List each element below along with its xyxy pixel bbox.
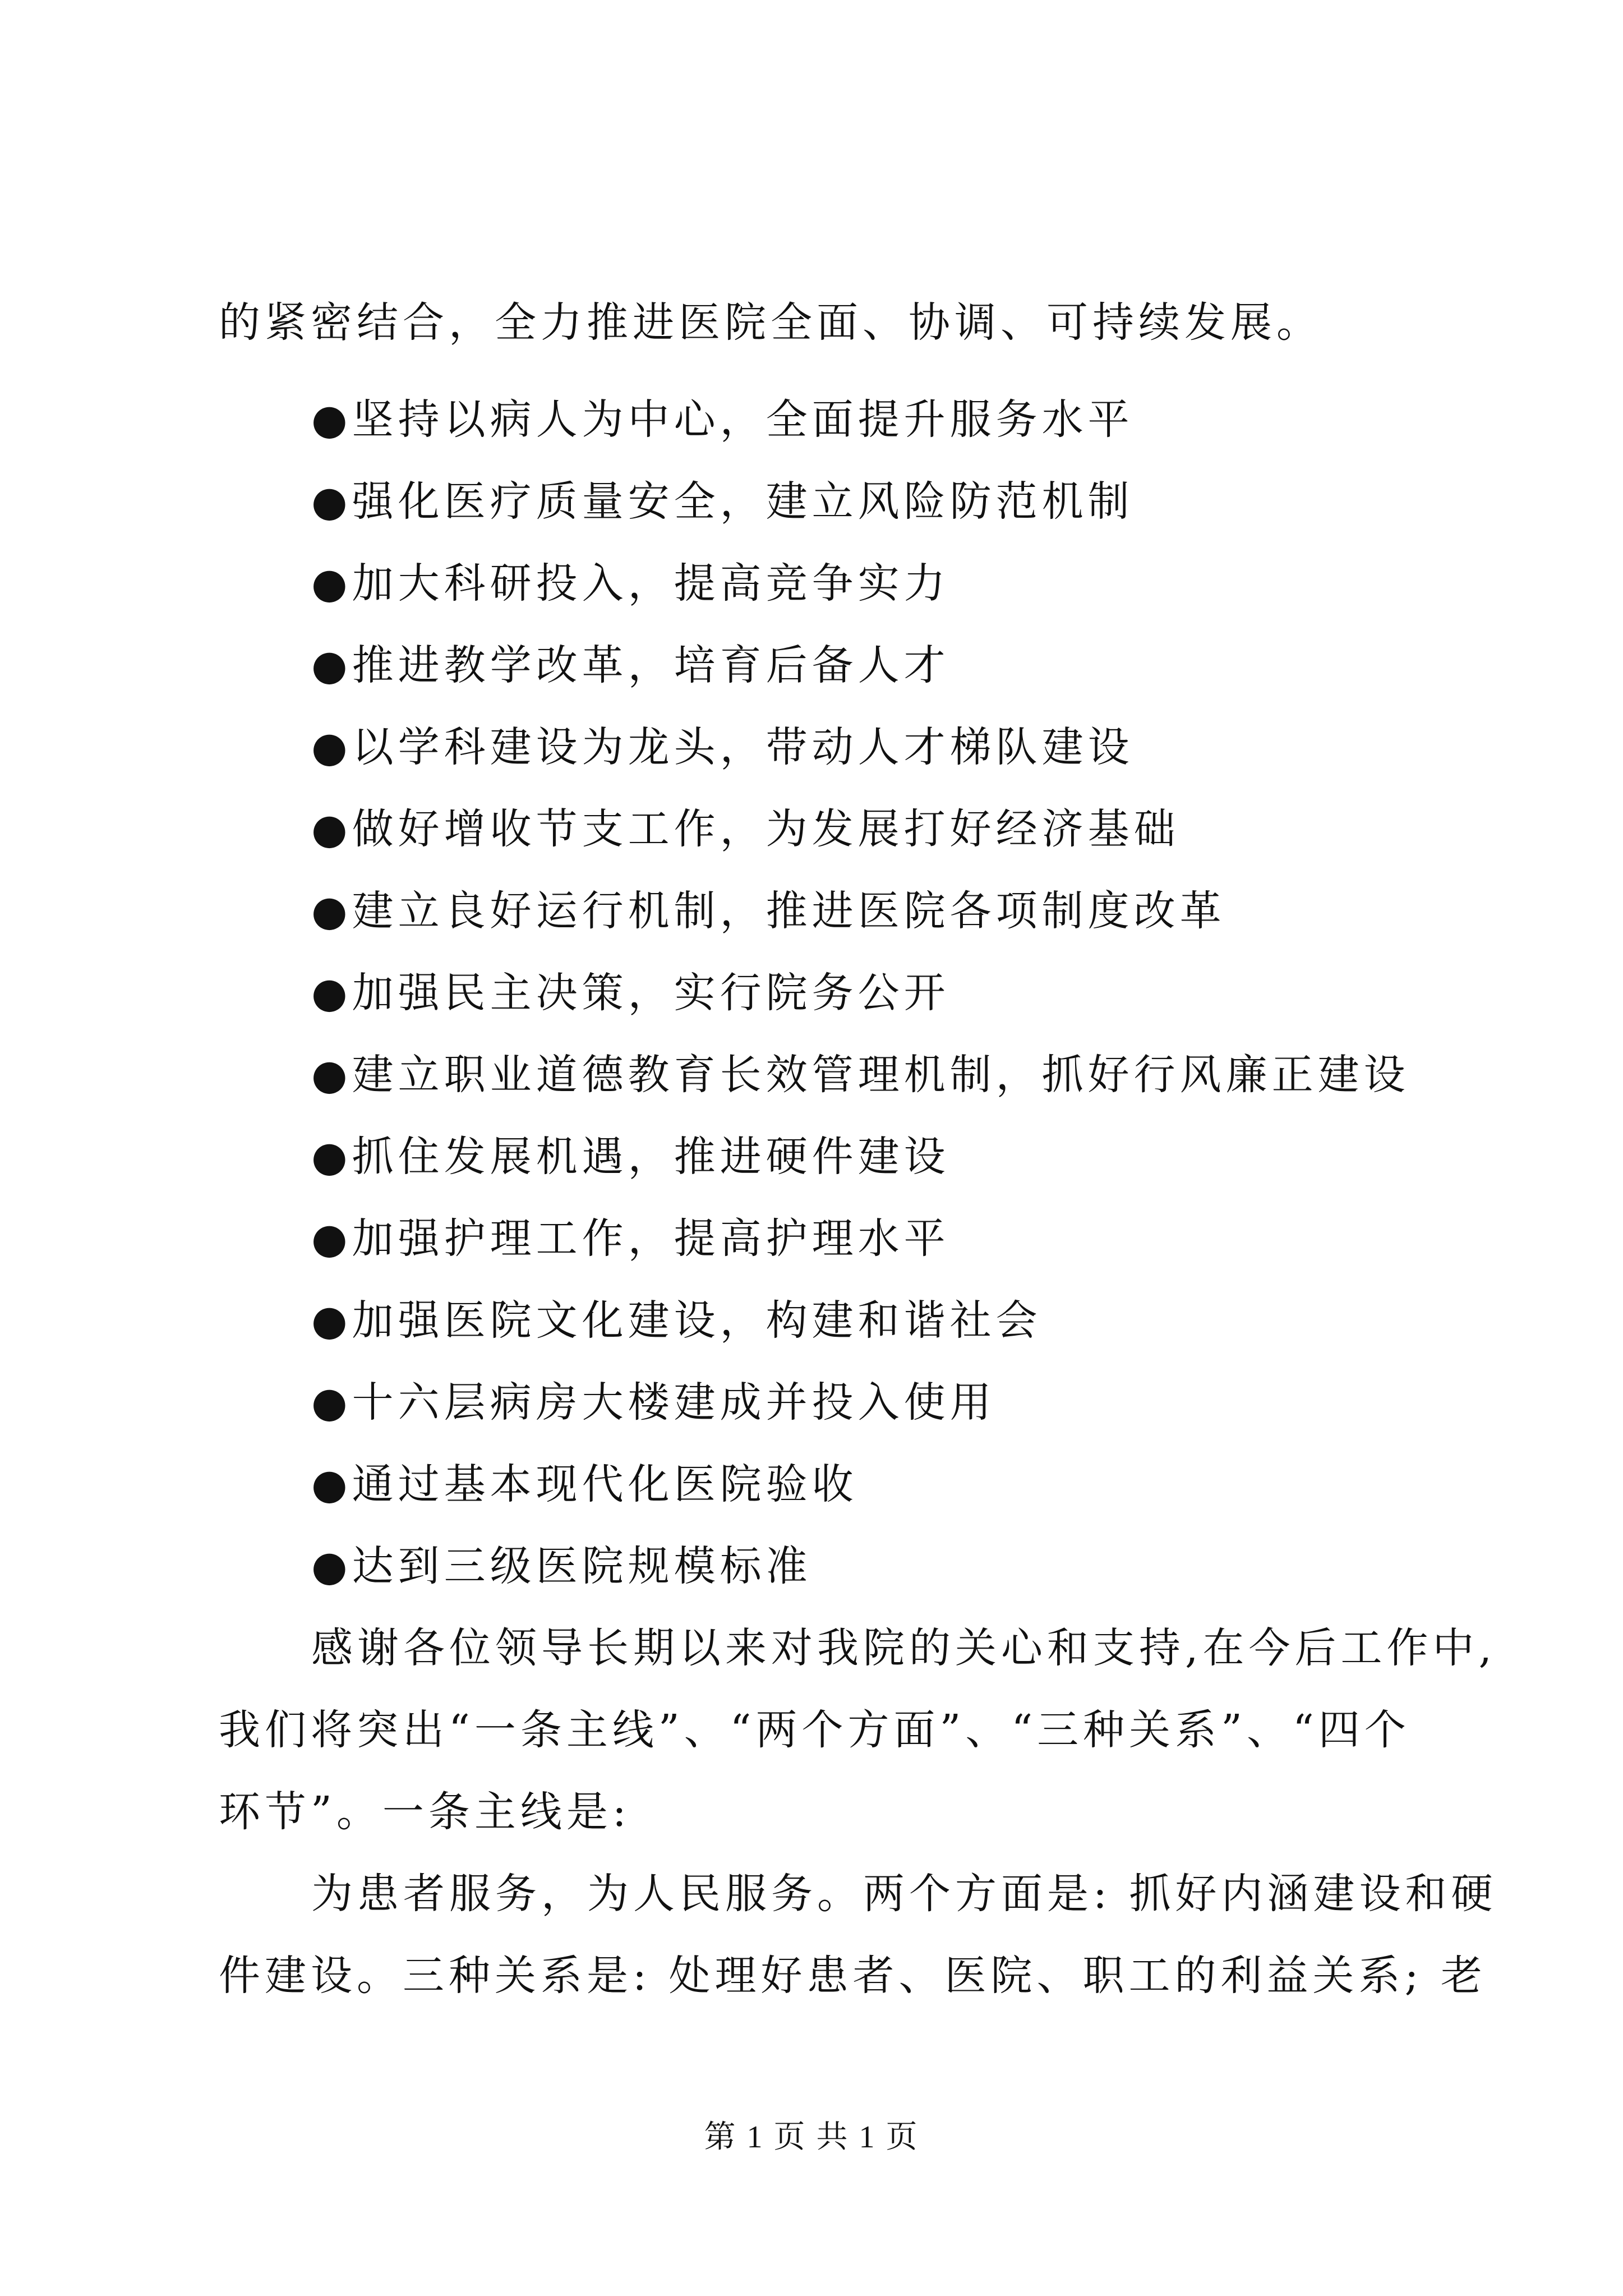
bullet-text: ●建立职业道德教育长效管理机制，抓好行风廉正建设 — [311, 1051, 1410, 1099]
bullet-text: ●建立良好运行机制，推进医院各项制度改革 — [311, 887, 1226, 935]
bullet-text: ●达到三级医院规模标准 — [311, 1542, 812, 1590]
bullet-text: ●推进教学改革，培育后备人才 — [311, 641, 950, 689]
bullet-text: ●通过基本现代化医院验收 — [311, 1460, 858, 1508]
bullet-text: ●加强医院文化建设，构建和谐社会 — [311, 1296, 1042, 1345]
paragraph-intro-end: 的紧密结合，全力推进医院全面、协调、可持续发展。 — [219, 298, 1322, 347]
page-number-label: 第 1 页 共 1 页 — [704, 2120, 919, 2155]
bullet-text: ●做好增收节支工作，为发展打好经济基础 — [311, 805, 1180, 853]
service-line-1: 为患者服务，为人民服务。两个方面是: 抓好内涵建设和硬 — [311, 1870, 1497, 1918]
thanks-line-1: 感谢各位领导长期以来对我院的关心和支持,在今后工作中, — [311, 1624, 1497, 1672]
bullet-text: ●坚持以病人为中心，全面提升服务水平 — [311, 395, 1134, 444]
bullet-text: ●加强护理工作，提高护理水平 — [311, 1214, 950, 1263]
bullet-text: ●加大科研投入，提高竞争实力 — [311, 559, 950, 608]
bullet-text: ●加强民主决策，实行院务公开 — [311, 969, 950, 1017]
bullet-text: ●强化医疗质量安全，建立风险防范机制 — [311, 477, 1134, 526]
thanks-line-3: 环节”。一条主线是: — [219, 1788, 631, 1836]
thanks-line-2: 我们将突出“一条主线”、“两个方面”、“三种关系”、“四个 — [219, 1706, 1410, 1754]
bullet-text: ●以学科建设为龙头，带动人才梯队建设 — [311, 723, 1134, 771]
page-footer — [0, 2112, 1623, 2157]
bullet-text: ●十六层病房大楼建成并投入使用 — [311, 1378, 996, 1427]
service-line-2: 件建设。三种关系是: 处理好患者、医院、职工的利益关系; 老 — [219, 1952, 1487, 2000]
bullet-text: ●抓住发展机遇，推进硬件建设 — [311, 1133, 950, 1181]
